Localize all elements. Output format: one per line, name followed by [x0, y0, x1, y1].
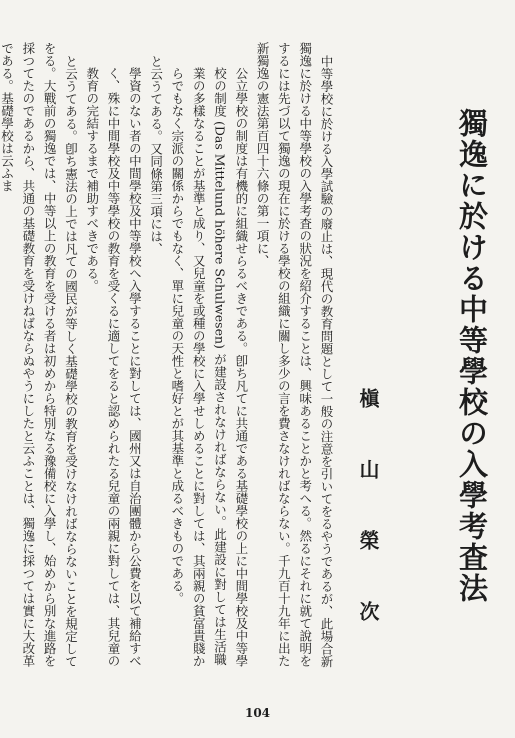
body-paragraph: 中等學校に於ける入學試驗の廢止は、現代の教育問題として一般の注意を引いてをるやうであるが、此場合新獨逸に於ける中等學校の入學考査の狀況を紹介することは、興味あることかと考へる。然るにそれに就て說明をするには先づ以て獨逸の現在に於ける學校の組織に關し多少の言を費さなければならない。千九百十九年に出た新獨逸の憲法第百四十六條の第一項に、 — [255, 42, 334, 667]
article-title: 獨逸に於ける中等學校の入學考査法 — [455, 108, 489, 604]
article-author: 槇 山 榮 次 — [356, 388, 380, 643]
page-number: 104 — [244, 706, 271, 720]
body-paragraph: と云うてある。卽ち憲法の上では凡ての國民が等しく基礎學校の教育を受けなければならないことを規定してをる。大戰前の獨逸では、中等以上の教育を受ける者は初めから特別なる豫備校に入學し、始めから別な進路を採つてたのであるから、共通の基礎教育を受けねばならぬやうにしたと云ふことは、獨逸に採つては實に大改革である。基礎學校は云ふま — [0, 42, 79, 667]
body-paragraph: 學資のない者の中間學校及中等學校へ入學することに對しては、國州又は自治團體から公費を以て補給すべく、殊に中間學校及中等學校の教育を受くるに適してをると認められたる兒童の兩親に對しては、其兒童の教育の完結するまで補助すべきである。 — [84, 67, 143, 667]
article-body — [0, 42, 337, 672]
body-paragraph: と云うてある。又同條第三項には、 — [148, 54, 164, 255]
body-paragraph: 公立學校の制度は有機的に組織せらるべきである。卽ち凡てに共通である基礎學校の上に中間學校及中等學校の制度 (Das Mittelund höhere Schulwesen) が建設されなければならない。此建設に對しては生活職業の多樣なることが基準と成り、又兒童を或種の學校に入學せしめることに對しては、其兩親の貧富貴賤からでもなく宗派の關係からでもなく、單に兒童の天性と嗜好とが其基準と成るべきものである。 — [169, 67, 249, 667]
